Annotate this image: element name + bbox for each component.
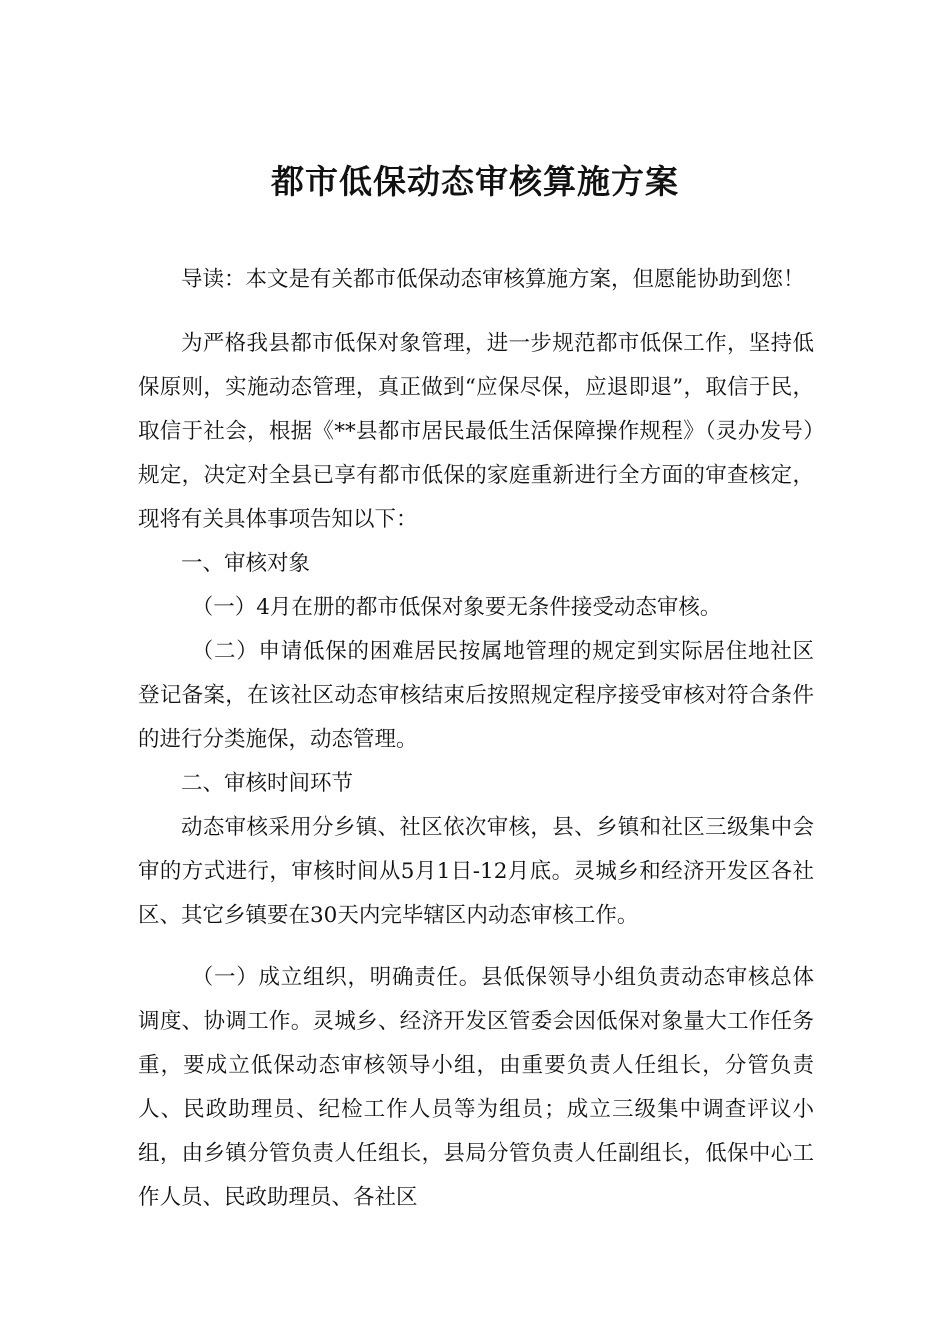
- section-heading-1: 一、审核对象: [181, 551, 311, 576]
- paragraph-background: 为严格我县都市低保对象管理，进一步规范都市低保工作，坚持低保原则，实施动态管理，真正做到“应保尽保，应退即退”，取信于民，取信于社会，根据《**县都市居民最低生活保障操作规程》（灵办发号）规定，决定对全县已享有都市低保的家庭重新进行全方面的审查核定，现将有关具体事项告知以下：: [138, 331, 814, 532]
- section-heading-2: 二、审核时间环节: [181, 771, 354, 796]
- document-body: [138, 258, 814, 1220]
- section-1-item-1: （一）4月在册的都市低保对象要无条件接受动态审核。: [191, 595, 722, 620]
- intro-paragraph: 导读：本文是有关都市低保动态审核算施方案，但愿能协助到您！: [181, 267, 805, 292]
- document-title: 都市低保动态审核算施方案: [271, 162, 679, 201]
- section-2-item-1: （一）成立组织，明确责任。县低保领导小组负责动态审核总体调度、协调工作。灵城乡、经济开发区管委会因低保对象量大工作任务重，要成立低保动态审核领导小组，由重要负责人任组长，分管负责人、民政助理员、纪检工作人员等为组员；成立三级集中调查评议小组，由乡镇分管负责人任组长，县局分管负责人任副组长，低保中心工作人员、民政助理员、各社区: [138, 965, 814, 1210]
- section-1-item-2: （二）申请低保的困难居民按属地管理的规定到实际居住地社区登记备案，在该社区动态审核结束后按照规定程序接受审核对符合条件的进行分类施保，动态管理。: [138, 639, 814, 752]
- section-2-paragraph: 动态审核采用分乡镇、社区依次审核，县、乡镇和社区三级集中会审的方式进行，审核时间从5月1日-12月底。灵城乡和经济开发区各社区、其它乡镇要在30天内完毕辖区内动态审核工作。: [138, 815, 814, 928]
